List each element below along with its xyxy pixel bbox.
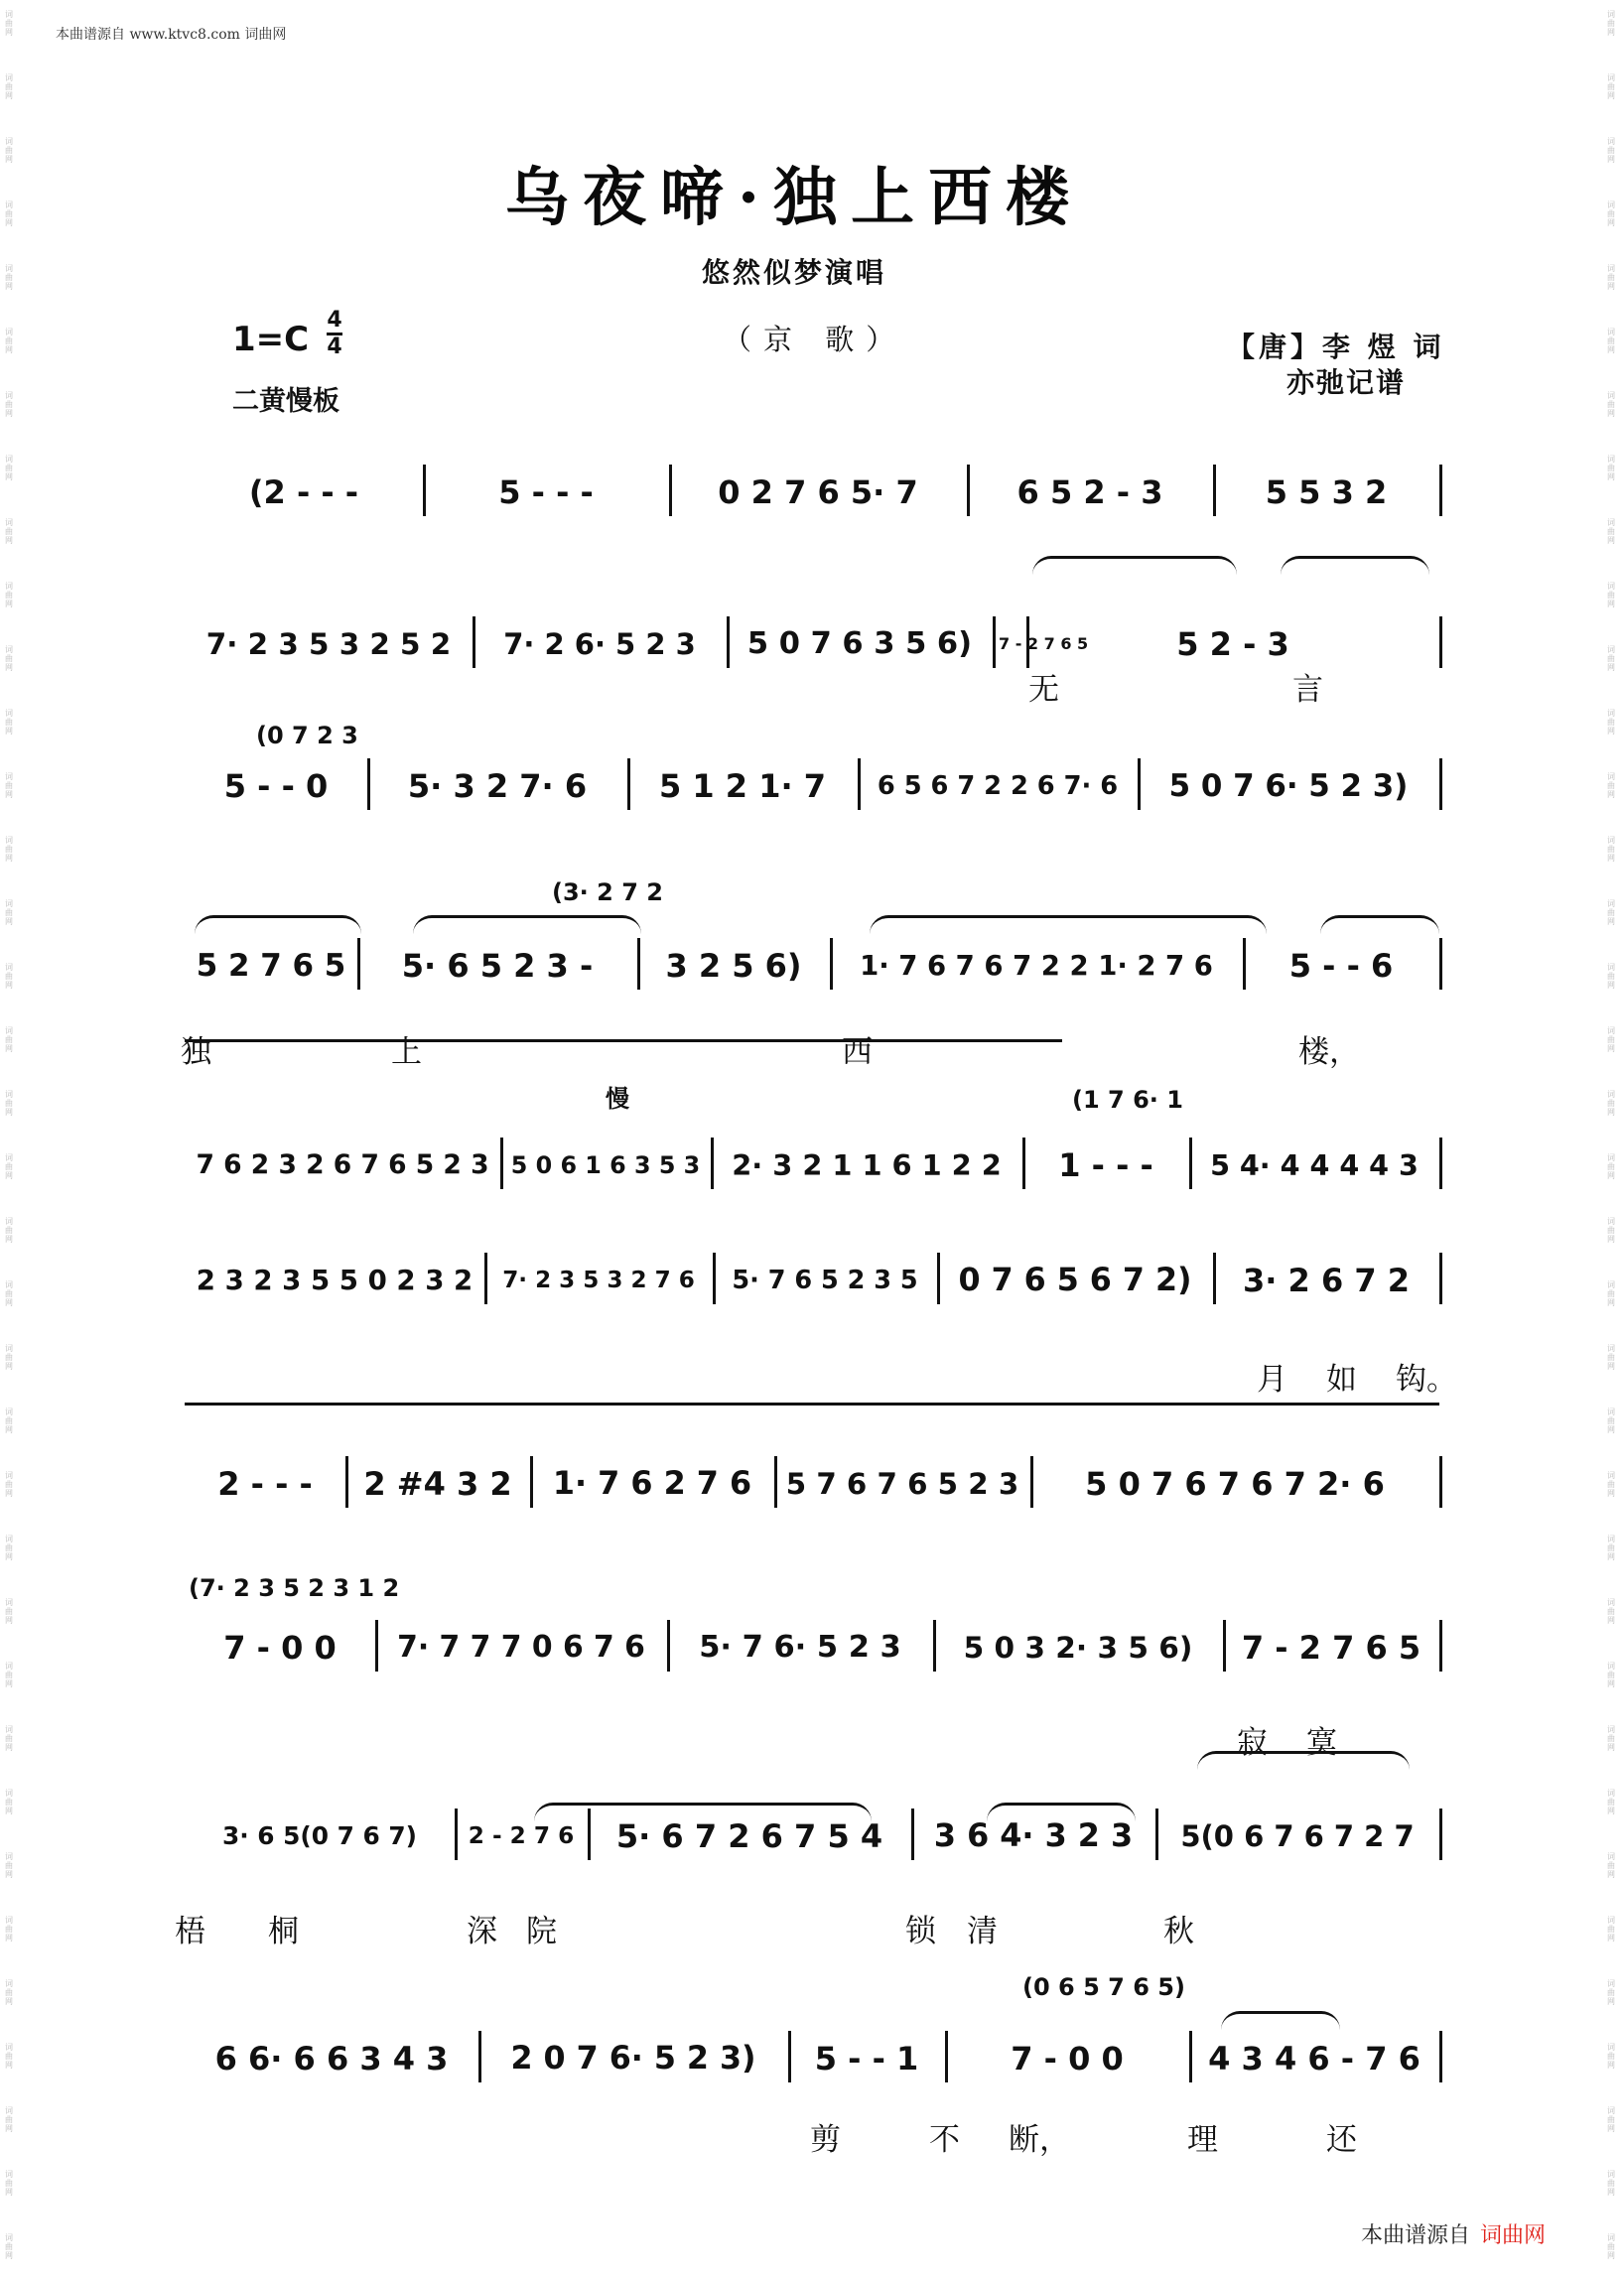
lyric: 如 — [1326, 1362, 1357, 1398]
bar-line — [1439, 758, 1442, 810]
bar-line — [473, 616, 475, 668]
score-row — [185, 1816, 1439, 1856]
measure: 5 - - 1 — [814, 2040, 919, 2077]
bar-line — [627, 758, 630, 810]
measure: 5 1 2 1· 7 — [658, 767, 827, 805]
watermark-mark: 词 曲 网 — [5, 899, 13, 926]
measure: 3· 2 6 7 2 — [1242, 1262, 1411, 1299]
lyric: 上 — [391, 1034, 422, 1070]
measure: 2 0 7 6· 5 2 3) — [510, 2041, 756, 2077]
watermark-mark: 词 曲 网 — [1607, 518, 1615, 545]
measure: 7· 7 7 7 0 6 7 6 — [397, 1630, 645, 1665]
lyric: 理 — [1187, 2122, 1218, 2158]
watermark-mark: 词 曲 网 — [5, 1090, 13, 1117]
bar-line — [1439, 1456, 1442, 1508]
lyric: 深 — [467, 1914, 497, 1949]
lyric: 寞 — [1306, 1725, 1337, 1761]
watermark-mark: 词 曲 网 — [5, 1344, 13, 1371]
watermark-mark: 词 曲 网 — [5, 772, 13, 799]
measure: 6 5 2 - 3 — [1016, 473, 1163, 511]
key-signature: 1=C — [232, 320, 310, 359]
watermark-mark: 词 曲 网 — [1607, 1471, 1615, 1498]
bar-line — [937, 1253, 940, 1304]
bar-line — [1439, 1809, 1442, 1860]
watermark-mark: 词 曲 网 — [1607, 582, 1615, 608]
lyric: 寂 — [1237, 1725, 1268, 1761]
watermark-mark: 词 曲 网 — [5, 201, 13, 227]
grace-notes: (3· 2 7 2 — [552, 878, 663, 906]
score-row — [185, 766, 1439, 806]
watermark-mark: 词 曲 网 — [1607, 455, 1615, 481]
lyric: 秋 — [1163, 1914, 1194, 1949]
watermark-mark: 词 曲 网 — [1607, 1280, 1615, 1307]
measure: 7· 2 3 5 3 2 5 2 — [205, 627, 452, 661]
bar-line — [1030, 1456, 1033, 1508]
measure: 3· 6 5(0 7 6 7) — [221, 1821, 418, 1850]
watermark-mark: 词 曲 网 — [1607, 645, 1615, 672]
slur — [1032, 556, 1237, 575]
time-signature-bottom: 4 — [327, 335, 342, 359]
bar-line — [345, 1456, 348, 1508]
watermark-mark: 词 曲 网 — [1607, 1916, 1615, 1943]
measure: 5(0 6 7 6 7 2 7 — [1180, 1819, 1415, 1853]
watermark-mark: 词 曲 网 — [1607, 1662, 1615, 1688]
measure: (2 - - - — [248, 473, 359, 511]
watermark-mark: 词 曲 网 — [1607, 772, 1615, 799]
watermark-mark: 词 曲 网 — [1607, 73, 1615, 100]
score-row — [185, 624, 1439, 664]
grace-notes: (0 6 5 7 6 5) — [1022, 1973, 1185, 2001]
measure: 1· 7 6 7 6 7 2 2 1· 2 7 6 — [860, 950, 1213, 982]
measure: 5 - - 6 — [1288, 947, 1394, 985]
grace-notes: (7· 2 3 5 2 3 1 2 — [189, 1574, 400, 1602]
watermark-mark: 词 曲 网 — [1607, 1725, 1615, 1752]
measure: 7 - 2 7 6 5 — [1241, 1629, 1421, 1667]
phrase-line — [185, 1403, 1439, 1406]
measure: 5 5 3 2 — [1265, 473, 1388, 511]
bar-line — [711, 1138, 714, 1189]
bar-line — [1439, 1253, 1442, 1304]
measure: 3 2 5 6) — [665, 947, 802, 985]
watermark-mark: 词 曲 网 — [5, 264, 13, 291]
watermark-mark: 词 曲 网 — [1607, 264, 1615, 291]
watermark-mark: 词 曲 网 — [5, 137, 13, 164]
lyric: 月 — [1257, 1362, 1287, 1398]
watermark-mark: 词 曲 网 — [1607, 2106, 1615, 2133]
watermark-mark: 词 曲 网 — [5, 1916, 13, 1943]
slur — [1281, 556, 1429, 575]
watermark-mark: 词 曲 网 — [5, 2170, 13, 2197]
watermark-mark: 词 曲 网 — [1607, 328, 1615, 354]
watermark-mark: 词 曲 网 — [1607, 963, 1615, 990]
measure: 7 - 0 0 — [1011, 2040, 1124, 2077]
slur — [987, 1803, 1136, 1821]
bar-line — [727, 616, 730, 668]
lyric: 言 — [1292, 672, 1323, 708]
bar-line — [911, 1809, 914, 1860]
lyric: 独 — [181, 1034, 211, 1070]
bar-line — [1189, 1138, 1192, 1189]
bar-line — [858, 758, 861, 810]
measure: 5 0 7 6 3 5 6) — [746, 626, 973, 661]
measure: 5· 7 6· 5 2 3 — [699, 1630, 901, 1665]
measure: 2 #4 3 2 — [363, 1465, 512, 1503]
measure: 5· 6 7 2 6 7 5 4 — [615, 1817, 883, 1855]
measure: 6 6· 6 6 3 4 3 — [214, 2040, 449, 2077]
bar-line — [1213, 1253, 1216, 1304]
bar-line — [1026, 616, 1029, 668]
watermark-mark: 词 曲 网 — [1607, 391, 1615, 418]
watermark-mark: 词 曲 网 — [5, 1598, 13, 1625]
footer-source-label: 本曲谱源自 — [1361, 2223, 1471, 2248]
watermark-mark: 词 曲 网 — [5, 1407, 13, 1434]
bar-line — [1155, 1809, 1158, 1860]
lyric: 钩。 — [1396, 1362, 1457, 1398]
genre: （京 歌） — [723, 323, 907, 356]
bar-line — [530, 1456, 533, 1508]
bar-line — [1022, 1138, 1025, 1189]
measure: 1 - - - — [1058, 1146, 1153, 1184]
bar-line — [375, 1620, 378, 1672]
watermark-mark: 词 曲 网 — [5, 10, 13, 37]
slur — [1221, 2011, 1340, 2030]
score-row — [185, 472, 1439, 512]
bar-line — [500, 1138, 503, 1189]
watermark-mark: 词 曲 网 — [5, 836, 13, 863]
score-row — [185, 1261, 1439, 1300]
watermark-mark: 词 曲 网 — [5, 2043, 13, 2070]
grace-notes: (1 7 6· 1 — [1072, 1086, 1183, 1114]
watermark-mark: 词 曲 网 — [1607, 836, 1615, 863]
watermark-mark: 词 曲 网 — [5, 1217, 13, 1244]
phrase-line — [185, 1039, 1062, 1042]
watermark-mark: 词 曲 网 — [1607, 1344, 1615, 1371]
left-watermark-strip — [0, 0, 22, 2278]
bar-line — [1439, 2031, 1442, 2082]
watermark-mark: 词 曲 网 — [5, 1280, 13, 1307]
bar-line — [1439, 1138, 1442, 1189]
header-source: 本曲谱源自 www.ktvc8.com 词曲网 — [56, 27, 287, 43]
watermark-mark: 词 曲 网 — [5, 518, 13, 545]
measure: 5 2 - 3 — [1176, 625, 1289, 663]
bar-line — [637, 938, 640, 990]
watermark-mark: 词 曲 网 — [5, 1471, 13, 1498]
bar-line — [1439, 1620, 1442, 1672]
bar-line — [478, 2031, 481, 2082]
lyric: 不 — [929, 2122, 960, 2158]
measure: 2· 3 2 1 1 6 1 2 2 — [732, 1148, 1002, 1182]
bar-line — [774, 1456, 777, 1508]
song-title: 乌夜啼·独上西楼 — [504, 161, 1084, 235]
measure: 5· 7 6 5 2 3 5 — [732, 1266, 918, 1295]
watermark-mark: 词 曲 网 — [5, 1979, 13, 2006]
time-signature-top: 4 — [327, 308, 342, 333]
measure: 5 0 7 6· 5 2 3) — [1168, 768, 1409, 804]
score-row — [185, 2039, 1439, 2078]
measure: 5 0 6 1 6 3 5 3 — [510, 1151, 701, 1179]
watermark-mark: 词 曲 网 — [1607, 137, 1615, 164]
bar-line — [933, 1620, 936, 1672]
lyric: 无 — [1028, 672, 1059, 708]
measure: 5 2 7 6 5 — [196, 948, 346, 984]
watermark-mark: 词 曲 网 — [5, 645, 13, 672]
measure: 5· 6 5 2 3 - — [401, 947, 594, 985]
score-row — [185, 1145, 1439, 1185]
measure: 5 - - 0 — [223, 767, 329, 805]
watermark-mark: 词 曲 网 — [5, 963, 13, 990]
bar-line — [1439, 616, 1442, 668]
watermark-mark: 词 曲 网 — [1607, 1979, 1615, 2006]
watermark-mark: 词 曲 网 — [1607, 1153, 1615, 1180]
watermark-mark: 词 曲 网 — [5, 328, 13, 354]
measure: 3 6 4· 3 2 3 — [933, 1817, 1134, 1854]
slur — [1197, 1751, 1410, 1770]
lyric: 剪 — [810, 2122, 841, 2158]
slur — [413, 915, 641, 934]
measure: 7 - 2 7 6 5 — [999, 634, 1089, 653]
measure: 4 3 4 6 - 7 6 — [1208, 2040, 1421, 2077]
time-signature — [327, 310, 342, 358]
tempo-change-mark: 慢 — [606, 1085, 629, 1113]
watermark-mark: 词 曲 网 — [1607, 2170, 1615, 2197]
watermark-mark: 词 曲 网 — [5, 1789, 13, 1815]
score-row — [185, 946, 1439, 986]
bar-line — [667, 1620, 670, 1672]
watermark-mark: 词 曲 网 — [1607, 1217, 1615, 1244]
performer: 悠然似梦演唱 — [701, 256, 886, 289]
measure: 7 6 2 3 2 6 7 6 5 2 3 — [196, 1149, 489, 1180]
watermark-mark: 词 曲 网 — [5, 709, 13, 736]
slur — [534, 1803, 872, 1821]
watermark-mark: 词 曲 网 — [5, 582, 13, 608]
measure: 7 - 0 0 — [223, 1629, 337, 1667]
measure: 2 - 2 7 6 — [468, 1822, 575, 1849]
watermark-mark: 词 曲 网 — [5, 1662, 13, 1688]
lyricist: 【唐】李 煜 词 — [1227, 331, 1445, 363]
watermark-mark: 词 曲 网 — [5, 73, 13, 100]
score-row — [185, 1628, 1439, 1668]
slur — [1320, 915, 1439, 934]
bar-line — [1138, 758, 1141, 810]
measure: 0 7 6 5 6 7 2) — [958, 1263, 1192, 1298]
slur — [195, 915, 361, 934]
measure: 0 2 7 6 5· 7 — [718, 473, 918, 511]
lyric: 清 — [967, 1914, 998, 1949]
bar-line — [1189, 2031, 1192, 2082]
lyric: 锁 — [905, 1914, 936, 1949]
bar-line — [788, 2031, 791, 2082]
watermark-mark: 词 曲 网 — [5, 2233, 13, 2260]
lyric: 断， — [1009, 2122, 1070, 2158]
watermark-mark: 词 曲 网 — [5, 1725, 13, 1752]
watermark-mark: 词 曲 网 — [1607, 1789, 1615, 1815]
measure: 1· 7 6 2 7 6 — [552, 1465, 752, 1502]
lyric: 楼， — [1298, 1034, 1360, 1070]
bar-line — [830, 938, 833, 990]
measure: 5 0 7 6 7 6 7 2· 6 — [1085, 1465, 1385, 1503]
measure: 5 - - - — [498, 473, 594, 511]
watermark-mark: 词 曲 网 — [1607, 1598, 1615, 1625]
lyric: 西 — [842, 1034, 873, 1070]
bar-line — [1243, 938, 1246, 990]
bar-line — [967, 465, 970, 516]
watermark-mark: 词 曲 网 — [1607, 709, 1615, 736]
watermark-mark: 词 曲 网 — [1607, 1407, 1615, 1434]
watermark-mark: 词 曲 网 — [1607, 1852, 1615, 1879]
bar-line — [993, 616, 996, 668]
watermark-mark: 词 曲 网 — [5, 2106, 13, 2133]
watermark-mark: 词 曲 网 — [1607, 2043, 1615, 2070]
tempo-marking: 二黄慢板 — [232, 386, 339, 417]
measure: 2 - - - — [217, 1465, 313, 1503]
watermark-mark: 词 曲 网 — [1607, 899, 1615, 926]
watermark-mark: 词 曲 网 — [5, 1153, 13, 1180]
bar-line — [1223, 1620, 1226, 1672]
bar-line — [455, 1809, 458, 1860]
watermark-mark: 词 曲 网 — [1607, 1026, 1615, 1053]
watermark-mark: 词 曲 网 — [1607, 201, 1615, 227]
bar-line — [357, 938, 360, 990]
measure: 7· 2 6· 5 2 3 — [503, 627, 696, 661]
measure: 2 3 2 3 5 5 0 2 3 2 — [196, 1264, 474, 1296]
watermark-mark: 词 曲 网 — [1607, 10, 1615, 37]
measure: 5· 3 2 7· 6 — [407, 767, 588, 805]
footer-site-name: 词曲网 — [1480, 2223, 1547, 2248]
lyric: 院 — [526, 1914, 557, 1949]
watermark-mark: 词 曲 网 — [5, 1535, 13, 1561]
grace-notes: (0 7 2 3 — [256, 722, 358, 749]
measure: 6 5 6 7 2 2 6 7· 6 — [877, 771, 1119, 801]
footer-source — [1361, 2218, 1546, 2249]
watermark-mark: 词 曲 网 — [1607, 1535, 1615, 1561]
right-watermark-strip — [1602, 0, 1624, 2278]
measure: 5 0 3 2· 3 5 6) — [963, 1631, 1193, 1665]
bar-line — [423, 465, 426, 516]
lyric: 还 — [1326, 2122, 1357, 2158]
measure: 5 4· 4 4 4 4 3 — [1210, 1148, 1419, 1182]
bar-line — [669, 465, 672, 516]
score-row — [185, 1464, 1439, 1504]
watermark-mark: 词 曲 网 — [5, 1026, 13, 1053]
bar-line — [367, 758, 370, 810]
watermark-mark: 词 曲 网 — [1607, 1090, 1615, 1117]
bar-line — [484, 1253, 487, 1304]
measure: 5 7 6 7 6 5 2 3 — [785, 1467, 1019, 1501]
bar-line — [1213, 465, 1216, 516]
lyric: 桐 — [268, 1914, 299, 1949]
bar-line — [1439, 938, 1442, 990]
watermark-mark: 词 曲 网 — [5, 1852, 13, 1879]
watermark-mark: 词 曲 网 — [5, 455, 13, 481]
slur — [870, 915, 1267, 934]
watermark-mark: 词 曲 网 — [5, 391, 13, 418]
bar-line — [713, 1253, 716, 1304]
bar-line — [1439, 465, 1442, 516]
bar-line — [945, 2031, 948, 2082]
watermark-mark: 词 曲 网 — [1607, 2233, 1615, 2260]
notator: 亦弛记谱 — [1286, 366, 1407, 399]
lyric: 梧 — [175, 1914, 205, 1949]
measure: 7· 2 3 5 3 2 7 6 — [502, 1268, 695, 1293]
